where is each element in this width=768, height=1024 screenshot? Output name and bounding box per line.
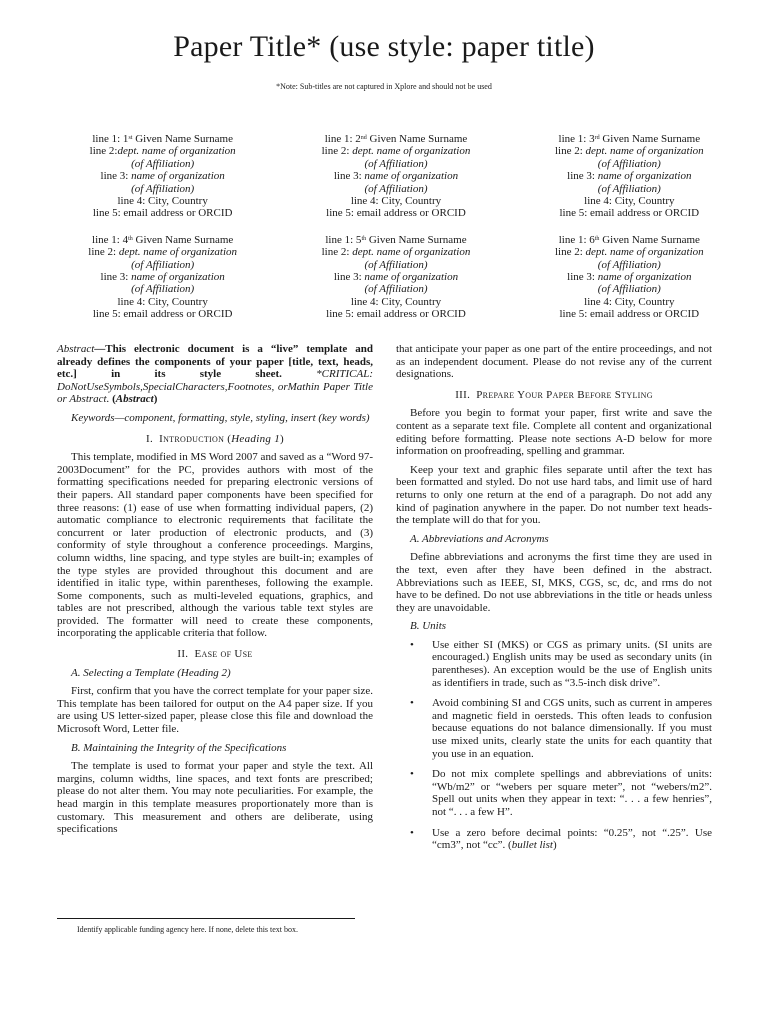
subheading-units: B. Units (410, 620, 447, 633)
author-name: Given Name Surname (132, 233, 234, 246)
right-column (396, 343, 712, 860)
selecting-template-paragraph: First, confirm that you have the correct template for your paper size. This template has been tailored for output on the A4 paper size. If you are using US letter-sized paper, please close this file and download the Microsoft Word, Letter file. (57, 685, 373, 736)
author-line-1 (279, 234, 512, 246)
author-line-2 (513, 145, 746, 157)
abbreviations-paragraph: Define abbreviations and acronyms the first time they are used in the text, even after they have been defined in the abstract. Abbreviations such as IEEE, SI, MKS, CGS, sc, dc, and rms do not have to be defined. Do not use abbreviations in the title or heads unless they are unavoidable. (396, 551, 712, 614)
author-line-3-prefix: line 3: (567, 170, 598, 183)
author-line-1 (46, 133, 279, 145)
author-line-1 (513, 234, 746, 246)
author-name: Given Name Surname (366, 233, 467, 246)
author-line-1 (513, 133, 746, 145)
list-style-tag: bullet list (511, 839, 553, 852)
author-location: line 4: City, Country (350, 195, 442, 208)
author-block (46, 133, 279, 220)
author-affiliation: (of Affiliation) (597, 258, 661, 271)
author-line-3 (513, 170, 746, 182)
list-item-text: Use a zero before decimal points: “0.25”, not “.25”. Use “cm3”, not “cc”. ( (432, 826, 712, 852)
paper-title: Paper Title* (use style: paper title) (173, 30, 595, 63)
author-line-1-prefix: line 1: 2 (324, 133, 361, 145)
author-dept: dept. name of organization (585, 145, 704, 158)
heading-prepare-paper (396, 389, 712, 402)
author-location: line 4: City, Country (350, 295, 442, 308)
abstract (57, 343, 373, 406)
author-dept: dept. name of organization (352, 246, 471, 259)
author-line-2-prefix: line 2: (554, 145, 586, 158)
author-line-2-prefix: line 2: (554, 246, 586, 259)
intro-paragraph: This template, modified in MS Word 2007 and saved as a “Word 97-2003Document” for the PC, provides authors with most of the formatting specifications needed for preparing electronic versions of their papers. All standard paper components have been specified for three reasons: (1) ease of use when formatting individual papers, (2) automatic compliance to electronic requirements that facilitate the concurrent or later production of electronic products, and (3) conformity of style throughout a conference proceedings. Margins, column widths, line spacing, and type styles are built-in; examples of the type styles are provided throughout this document and are identified in italic type, within parentheses, following the example. Some components, such as multi-leveled equations, graphics, and tables are not prescribed, although the various table text styles are provided. The formatter will need to create these components, incorporating the applicable criteria that follow. (57, 451, 373, 640)
author-block (279, 133, 512, 220)
author-line-2 (513, 246, 746, 258)
subheading-abbreviations: A. Abbreviations and Acronyms (410, 532, 549, 545)
author-affiliation: (of Affiliation) (364, 182, 428, 195)
author-block (513, 133, 746, 220)
author-organization: name of organization (131, 170, 225, 183)
author-line-3-prefix: line 3: (333, 170, 365, 183)
author-block (513, 234, 746, 321)
author-organization: name of organization (597, 271, 692, 284)
heading-ease-of-use (57, 648, 373, 661)
author-line-2-prefix: line 2: (321, 145, 353, 158)
author-affiliation: (of Affiliation) (597, 182, 661, 195)
heading-text: Introduction (159, 432, 225, 445)
author-line-2 (46, 145, 279, 157)
author-line-3-prefix: line 3: (567, 271, 598, 284)
author-line-3-prefix: line 3: (100, 271, 132, 284)
heading-number: II. (177, 648, 189, 661)
subheading-selecting-template: A. Selecting a Template (Heading 2) (71, 666, 231, 679)
author-affiliation: (of Affiliation) (597, 283, 661, 296)
author-grid (46, 133, 746, 321)
author-dept: dept. name of organization (585, 246, 704, 259)
author-line-3 (46, 170, 279, 182)
author-block (279, 234, 512, 321)
abstract-label: Abstract (57, 343, 95, 355)
units-list (396, 639, 712, 852)
list-item: • Use either SI (MKS) or CGS as primary units. (SI units are encouraged.) English units may be used as secondary units (in parentheses). An exception would be the use of English units as identifiers in trade, such as “3.5-inch disk drive”. (396, 639, 712, 689)
heading-text: Prepare Your Paper Before Styling (476, 388, 653, 401)
author-line-3 (513, 271, 746, 283)
author-affiliation: (of Affiliation) (131, 182, 195, 195)
continued-paragraph: that anticipate your paper as one part of the entire proceedings, and not as an independent document. Please do not revise any of the current designations. (396, 343, 712, 381)
author-location: line 4: City, Country (584, 295, 675, 308)
keywords: Keywords—component, formatting, style, styling, insert (key words) (71, 411, 370, 424)
author-name: Given Name Surname (366, 133, 468, 145)
author-dept: dept. name of organization (352, 145, 471, 158)
author-ordinal: th (361, 235, 367, 242)
author-ordinal: th (594, 235, 600, 242)
integrity-paragraph: The template is used to format your paper and style the text. All margins, column widths, line spaces, and text fonts are prescribed; please do not alter them. You may note peculiarities. For example, the head margin in this template measures proportionately more than is customary. This measurement and others are deliberate, using specifications (57, 760, 373, 836)
author-line-1-prefix: line 1: 4 (92, 233, 129, 246)
subtitle-note: *Note: Sub-titles are not captured in Xplore and should not be used (276, 82, 492, 91)
author-organization: name of organization (131, 271, 225, 284)
author-email: line 5: email address or ORCID (326, 308, 466, 321)
author-affiliation: (of Affiliation) (364, 157, 428, 170)
left-column (57, 343, 373, 842)
author-location: line 4: City, Country (584, 195, 675, 208)
heading-introduction (57, 433, 373, 446)
footnote: Identify applicable funding agency here. If none, delete this text box. (77, 925, 299, 934)
heading-paren-open: ( (224, 432, 232, 445)
author-name: Given Name Surname (599, 233, 700, 246)
heading-number: I. (146, 432, 154, 445)
author-line-2 (279, 145, 512, 157)
author-email: line 5: email address or ORCID (559, 207, 700, 220)
author-affiliation: (of Affiliation) (131, 283, 195, 296)
author-line-3-prefix: line 3: (333, 271, 365, 284)
author-affiliation: (of Affiliation) (364, 258, 428, 271)
footnote-rule (57, 918, 355, 919)
heading-text: Ease of Use (194, 648, 253, 661)
author-block (46, 234, 279, 321)
heading-number: III. (455, 388, 471, 401)
heading-style-tag: Heading 1 (231, 432, 281, 445)
author-organization: name of organization (364, 271, 459, 284)
author-ordinal: st (128, 135, 133, 141)
author-location: line 4: City, Country (117, 295, 208, 308)
author-ordinal: nd (360, 135, 367, 141)
heading-paren-close: ) (280, 432, 284, 445)
author-name: Given Name Surname (599, 133, 701, 145)
author-email: line 5: email address or ORCID (92, 207, 233, 220)
author-line-1 (279, 133, 512, 145)
author-dept: dept. name of organization (118, 246, 238, 259)
author-affiliation: (of Affiliation) (131, 157, 195, 170)
author-line-1-prefix: line 1: 1 (92, 133, 129, 145)
author-line-2-prefix: line 2: (89, 145, 118, 158)
author-ordinal: rd (594, 135, 600, 141)
author-ordinal: th (128, 235, 133, 242)
subheading-integrity: B. Maintaining the Integrity of the Specifications (71, 741, 287, 754)
abstract-paren-close: ) (153, 393, 158, 406)
author-organization: name of organization (597, 170, 692, 183)
author-line-3-prefix: line 3: (100, 170, 132, 183)
author-line-2-prefix: line 2: (321, 246, 353, 259)
author-location: line 4: City, Country (117, 195, 208, 208)
author-dept: dept. name of organization (117, 145, 236, 158)
author-line-3 (279, 170, 512, 182)
author-line-1 (46, 234, 279, 246)
prepare-paragraph-1: Before you begin to format your paper, first write and save the content as a separate text file. Complete all content and organizational editing before formatting. Please note sections A-D below for more information on proofreading, spelling and grammar. (396, 407, 712, 458)
list-item: • Do not mix complete spellings and abbreviations of units: “Wb/m2” or “webers per square meter”, not “webers/m2”. Spell out units when they appear in text: “. . . a few henries”, not “. . . a few H”. (396, 768, 712, 818)
author-email: line 5: email address or ORCID (92, 308, 233, 321)
author-email: line 5: email address or ORCID (559, 308, 700, 321)
list-item-close: ) (552, 839, 557, 852)
author-name: Given Name Surname (132, 133, 233, 145)
author-line-1-prefix: line 1: 6 (558, 233, 595, 246)
author-affiliation: (of Affiliation) (597, 157, 661, 170)
abstract-critical: *CRITICAL: DoNotUseSymbols,SpecialCharacters,Footnotes, orMathin Paper Title or Abstract. (57, 368, 373, 406)
author-line-1-prefix: line 1: 5 (325, 233, 362, 246)
author-line-2-prefix: line 2: (88, 246, 119, 259)
author-affiliation: (of Affiliation) (131, 258, 195, 271)
abstract-body: This electronic document is a “live” template and already defines the components of your paper [title, text, heads, etc.] in its style sheet. (57, 343, 373, 381)
abstract-dash: — (94, 343, 106, 355)
author-organization: name of organization (364, 170, 459, 183)
author-line-3 (279, 271, 512, 283)
prepare-paragraph-2: Keep your text and graphic files separate until after the text has been formatted and styled. Do not use hard tabs, and limit use of hard returns to only one return at the end of a paragraph. Do not add any kind of pagination anywhere in the paper. Do not number text heads-the template will do that for you. (396, 463, 712, 527)
abstract-tag: Abstract (115, 393, 154, 406)
author-line-2 (279, 246, 512, 258)
author-email: line 5: email address or ORCID (326, 207, 466, 220)
author-line-3 (46, 271, 279, 283)
list-item: • Avoid combining SI and CGS units, such as current in amperes and magnetic field in oersteds. This often leads to confusion because equations do not balance dimensionally. If you must use mixed units, clearly state the units for each quantity that you use in an equation. (396, 697, 712, 760)
abstract-paren-open: ( (109, 393, 116, 406)
list-item (396, 827, 712, 852)
author-line-1-prefix: line 1: 3 (558, 133, 595, 145)
author-line-2 (46, 246, 279, 258)
author-affiliation: (of Affiliation) (364, 283, 428, 296)
